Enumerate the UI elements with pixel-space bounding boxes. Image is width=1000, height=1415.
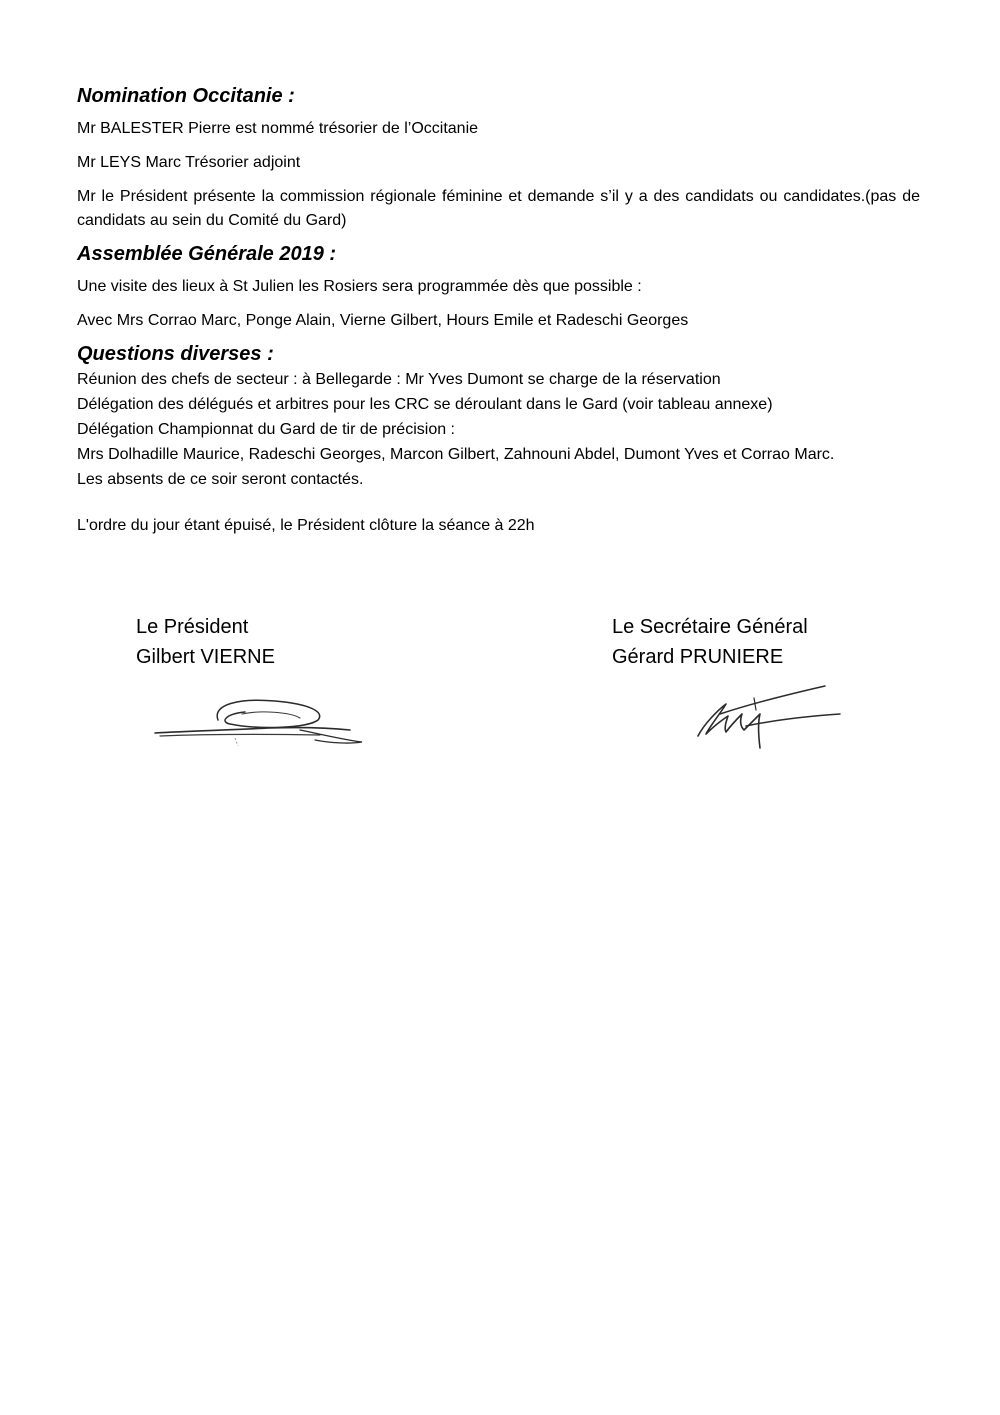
closing-statement: L'ordre du jour étant épuisé, le Président clôture la séance à 22h (77, 517, 535, 534)
signature-name-president: Gilbert VIERNE (136, 646, 275, 668)
section-assemblee (77, 241, 920, 333)
section-heading-questions: Questions diverses : (77, 343, 274, 365)
handwritten-signature-secretary (690, 680, 845, 755)
paragraph-leys: Mr LEYS Marc Trésorier adjoint (77, 154, 301, 171)
section-nomination (77, 83, 920, 233)
paragraph-commission: Mr le Président présente la commission régionale féminine et demande s’il y a des candidats ou candidates.(pas de candidats au sein du Comité du Gard) (77, 188, 920, 229)
section-heading-assemblee: Assemblée Générale 2019 : (77, 243, 337, 265)
question-line-championnat: Délégation Championnat du Gard de tir de précision : (77, 421, 455, 438)
handwritten-signature-president (150, 690, 370, 755)
signature-role-president: Le Président (136, 616, 249, 638)
question-line-absents: Les absents de ce soir seront contactés. (77, 471, 364, 488)
signature-block-secretary (612, 612, 808, 672)
section-heading-nomination: Nomination Occitanie : (77, 85, 295, 107)
section-questions (77, 341, 920, 492)
paragraph-participants: Avec Mrs Corrao Marc, Ponge Alain, Vierne Gilbert, Hours Emile et Radeschi Georges (77, 312, 689, 329)
signature-block-president (136, 612, 275, 672)
paragraph-balester: Mr BALESTER Pierre est nommé trésorier de l’Occitanie (77, 120, 479, 137)
document-body (77, 83, 920, 538)
question-line-reunion: Réunion des chefs de secteur : à Bellegarde : Mr Yves Dumont se charge de la réservation (77, 371, 721, 388)
paragraph-visite: Une visite des lieux à St Julien les Rosiers sera programmée dès que possible : (77, 278, 642, 295)
question-line-members: Mrs Dolhadille Maurice, Radeschi Georges, Marcon Gilbert, Zahnouni Abdel, Dumont Yves et Corrao Marc. (77, 446, 835, 463)
question-line-delegation-crc: Délégation des délégués et arbitres pour les CRC se déroulant dans le Gard (voir tableau annexe) (77, 396, 773, 413)
signature-role-secretary: Le Secrétaire Général (612, 616, 808, 638)
signature-name-secretary: Gérard PRUNIERE (612, 646, 784, 668)
